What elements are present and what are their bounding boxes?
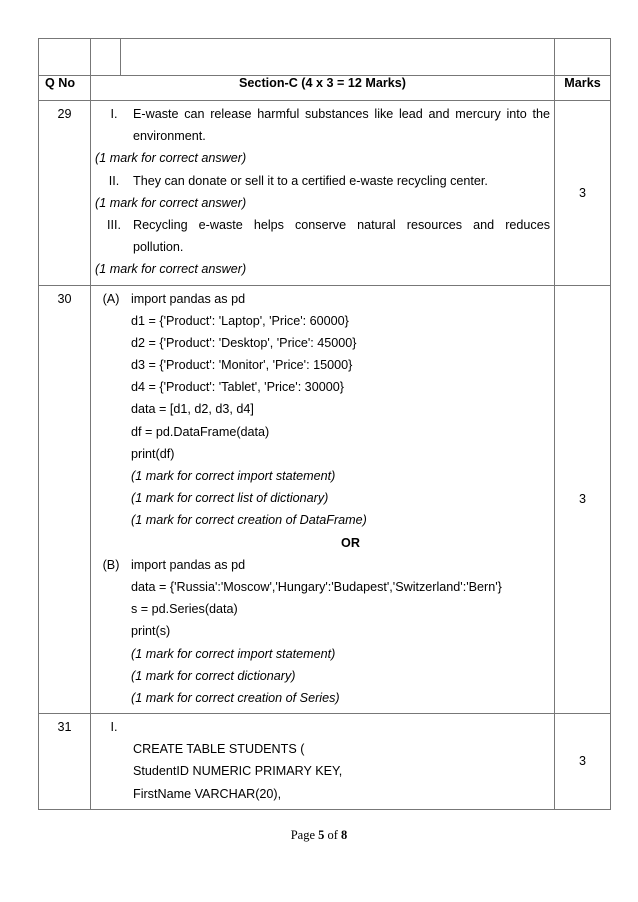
header-section: Section-C (4 x 3 = 12 Marks): [91, 76, 555, 101]
code-block: CREATE TABLE STUDENTS ( StudentID NUMERIC PRIMARY KEY, FirstName VARCHAR(20),: [133, 742, 343, 801]
marking-note: (1 mark for correct answer): [95, 195, 247, 210]
marking-note: (1 mark for correct creation of Series): [131, 690, 340, 705]
marking-note: (1 mark for correct answer): [95, 151, 247, 166]
question-31-row: [39, 714, 611, 810]
marking-note: (1 mark for correct import statement): [131, 646, 336, 661]
answer-item: I.: [110, 720, 118, 735]
header-marks: Marks: [555, 76, 611, 101]
option-b: (B) import pandas as pd data = {'Russia':'Moscow','Hungary':'Budapest','Switzerland':'Bern'} s = pd.Series(data) print(s) (1 mark for correct import statement) (1 mark for correct dictionary) (1 mark for correct creation of Series): [95, 554, 550, 709]
marking-note: (1 mark for correct answer): [95, 262, 247, 277]
page-number: 5: [318, 828, 325, 842]
page-footer: Page 5 of 8: [290, 828, 348, 842]
blank-row: [39, 39, 611, 76]
marking-note: (1 mark for correct dictionary): [131, 668, 296, 683]
answer-item: III. Recycling e-waste helps conserve natural resources and reduces pollution.: [107, 217, 550, 255]
answer-table: [38, 38, 611, 810]
marks-value: 3: [555, 285, 611, 714]
or-divider: OR: [341, 535, 360, 550]
header-row: [39, 76, 611, 101]
question-29-row: [39, 101, 611, 286]
question-number: 31: [57, 720, 72, 735]
question-number: 30: [57, 291, 72, 306]
option-a: (A) import pandas as pd d1 = {'Product': 'Laptop', 'Price': 60000} d2 = {'Product': 'Desktop', 'Price': 45000} d3 = {'Product': 'Monitor', 'Price': 15000} d4 = {'Product': 'Tablet', 'Price': 30000} data = [d1, d2, d3, d4] df = pd.DataFrame(data) print(df) (1 mark for correct import statement) (1 mark for correct list of dictionary) (1 mark for correct creation of DataFrame): [95, 288, 550, 532]
header-qno: Q No: [39, 76, 91, 101]
question-30-answer: [91, 285, 555, 714]
code-block: import pandas as pd d1 = {'Product': 'Laptop', 'Price': 60000} d2 = {'Product': 'Desktop', 'Price': 45000} d3 = {'Product': 'Monitor', 'Price': 15000} d4 = {'Product': 'Tablet', 'Price': 30000} data = [d1, d2, d3, d4] df = pd.DataFrame(data) print(df) (1 mark for correct import statement) (1 mark for correct list of dictionary) (1 mark for correct creation of DataFrame): [127, 288, 550, 532]
marking-note: (1 mark for correct import statement): [131, 469, 336, 483]
marks-value: 3: [555, 101, 611, 286]
answer-item: I. E-waste can release harmful substances like lead and mercury into the environment.: [110, 107, 550, 144]
question-29-answer: [91, 101, 555, 286]
marking-note: (1 mark for correct creation of DataFrame): [131, 513, 367, 528]
question-number: 29: [57, 107, 72, 121]
marks-value: 3: [555, 714, 611, 810]
page-total: 8: [341, 828, 348, 842]
code-block: import pandas as pd data = {'Russia':'Moscow','Hungary':'Budapest','Switzerland':'Bern'} s = pd.Series(data) print(s) (1 mark for correct import statement) (1 mark for correct dictionary) (1 mark for correct creation of Series): [127, 554, 550, 709]
marking-note: (1 mark for correct list of dictionary): [131, 491, 329, 506]
question-30-row: [39, 285, 611, 714]
answer-item: II. They can donate or sell it to a certified e-waste recycling center.: [108, 173, 488, 188]
question-31-answer: [91, 714, 555, 810]
